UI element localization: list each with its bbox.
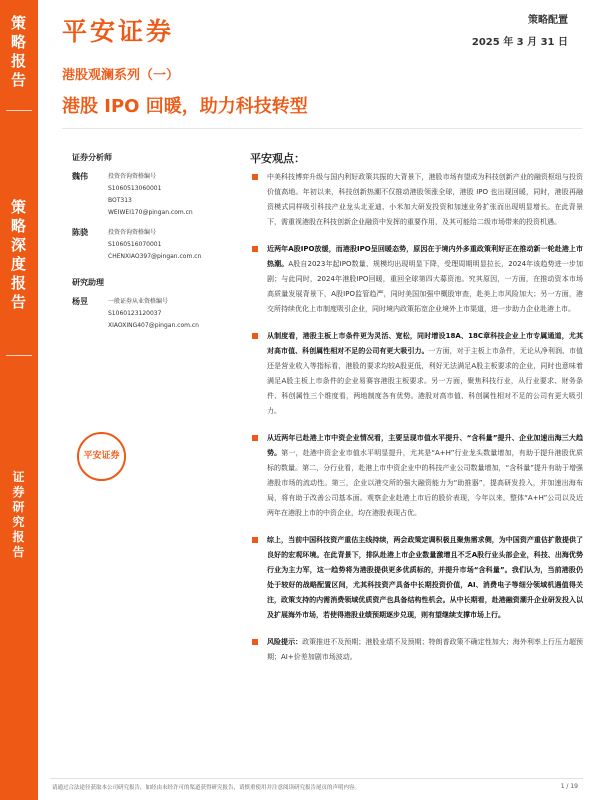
seal-text: 平安证券 — [83, 451, 120, 461]
sidebar-char: 告 — [10, 71, 27, 89]
analyst-entry — [72, 227, 230, 263]
bullet-square-icon — [252, 435, 258, 441]
view-paragraph — [250, 635, 583, 665]
sidebar-char: 研 — [12, 500, 26, 514]
analyst-heading: 证券分析师 — [72, 153, 112, 162]
series-title: 港股观澜系列（一） — [62, 68, 180, 83]
sidebar-char: 告 — [12, 545, 26, 559]
sidebar-char: 策 — [10, 14, 27, 32]
views-title: 平安观点： — [250, 152, 305, 165]
analyst-detail: S1060513060001 — [108, 185, 162, 192]
sidebar-band — [0, 0, 38, 800]
header-divider — [62, 128, 582, 129]
bullet-square-icon — [252, 174, 258, 180]
view-paragraph-body: 中美科技博弈升级与国内利好政策共振的大背景下，港股市场有望成为科技创新产业的融资枢纽与投资价值高地。年初以来，科技创新热潮不仅推动港股领涨全球，港股 IPO 也出现回暖，同时，港股再融资模式同样吸引科技产业龙头北亚迪、小米加大研发投资和加速业务扩张而出现明显增长。在此背景下，需重视港股在科技创新企业融资中发挥的重要作用，及其可能给二级市场带来的投资机遇。 — [267, 173, 583, 226]
view-paragraph — [250, 242, 583, 317]
view-paragraph-lead: 从近两年已赴港上市中资企业情况看，主要呈现市值水平提升、“含科量”提升、企业加速出海三大趋势。 — [267, 434, 583, 457]
analyst-detail: BOT313 — [108, 197, 132, 204]
analyst-entry — [72, 171, 230, 219]
view-paragraph — [250, 170, 583, 230]
sidebar-char: 略 — [10, 33, 27, 51]
sidebar-char: 报 — [10, 52, 27, 70]
page-number: 1 / 19 — [560, 783, 578, 790]
view-paragraph — [250, 533, 583, 623]
analyst-name: 魏伟 — [72, 172, 88, 181]
page-title: 港股 IPO 回暖，助力科技转型 — [62, 96, 308, 117]
sidebar-char: 告 — [10, 293, 27, 311]
analyst-panel — [72, 152, 230, 332]
view-paragraph-body: A股自2023年起IPO数量、规模均出现明显下降，受理周期明显拉长，2024年该趋势进一步加剧；与此同时，2024年港股IPO回暖，重回全球第四大募资池。究其原因，一方面，在推动资本市场高质量发展背景下，A股IPO监管趋严，同时美国加强中概股审查，赴美上市风险加大；另一方面，港交所持续优化上市制度吸引企业，同时境内政策拓宽企业境外上市渠道，进一步助力企业赴港上市。 — [267, 260, 583, 313]
analyst-detail: S1060123120037 — [108, 310, 162, 317]
sidebar-label-strategy-report — [0, 14, 38, 90]
analyst-detail[interactable]: XIAOXING407@pingan.com.cn — [108, 322, 199, 329]
bullet-square-icon — [252, 246, 258, 252]
view-paragraph-body: 政策推进不及预期；港股业绩不及预期；特朗普政策不确定性加大；海外利率上行压力超预期；AI+价差加剧市场波动。 — [267, 638, 584, 661]
bullet-square-icon — [252, 333, 258, 339]
view-paragraph-lead: 从制度看，港股主板上市条件更为灵活、宽松，同时增设18A、18C章科技企业上市专属通道，尤其对高市值、科创属性相对不足的公司有更大吸引力。 — [267, 332, 583, 355]
assistant-list — [72, 296, 230, 332]
analyst-detail: 投资咨询资格编号 — [108, 173, 157, 180]
view-paragraph-lead: 风险提示： — [267, 638, 303, 646]
sidebar-char: 度 — [10, 255, 27, 273]
bullet-square-icon — [252, 639, 258, 645]
sidebar-char: 券 — [12, 485, 26, 499]
view-paragraph — [250, 431, 583, 521]
sidebar-char: 略 — [10, 217, 27, 235]
assistant-heading: 研究助理 — [72, 278, 104, 287]
view-paragraph — [250, 329, 583, 419]
sidebar-label-deep-report — [0, 198, 38, 312]
sidebar-char: 策 — [10, 198, 27, 216]
footer-divider — [50, 778, 583, 779]
bullet-square-icon — [252, 537, 258, 543]
view-paragraph-lead: 综上，当前中国科技资产重估主线持续，两会政策定调积极且聚焦需求侧，为中国资产重估扩散提供了良好的宏观环境。在此背景下，排队赴港上市企业数量激增且不乏A股行业头部企业，科技、出海优势行业为主力军，这一趋势将为港股提供更多优质标的，并提升市场“含科量”。我们认为，当前港股仍处于较好的战略配置区间，尤其科技资产具备中长期投资价值，AI、消费电子等细分领域机遇值得关注，政策支持的内需消费领域优质资产也具备结构性机会。从中长期看，赴港融资潮升企业研发投入以及扩展海外市场，若使得港股业绩预期逐步兑现，则有望继续支撑市场上行。 — [267, 536, 583, 619]
sidebar-divider — [6, 355, 32, 356]
analyst-detail[interactable]: CHENXIAO397@pingan.com.cn — [108, 253, 202, 260]
key-views — [250, 150, 583, 677]
sidebar-char: 报 — [10, 274, 27, 292]
sidebar-char: 深 — [10, 236, 27, 254]
analyst-detail: 投资咨询资格编号 — [108, 229, 157, 236]
sidebar-char: 报 — [12, 530, 26, 544]
sidebar-char: 究 — [12, 515, 26, 529]
sidebar-char: 证 — [12, 470, 26, 484]
sidebar-label-research-report — [0, 470, 38, 560]
view-paragraph-lead: 近两年A股IPO放缓，而港股IPO呈回暖态势，原因在于境内外多重政策利好正在推动新一轮赴港上市热潮。 — [267, 245, 583, 268]
sidebar-divider — [6, 110, 32, 111]
analyst-entry — [72, 296, 230, 332]
analyst-detail: S1060516070001 — [108, 241, 162, 248]
report-type: 策略配置 — [528, 15, 568, 26]
analyst-detail[interactable]: WEIWEI170@pingan.com.cn — [108, 209, 193, 216]
company-seal — [77, 432, 126, 481]
view-paragraph-body: 第一，赴港中资企业市值水平明显提升，尤其是“A+H”行业龙头数量增加，有助于提升港股优质标的数量。第二，分行业看，赴港上市中资企业中的科技产业公司数量增加，“含科量”提升有助于增强港股市场的流动性。第三，企业以港交所的强大融资能力为“助推器”，提高研发投入，并加速出海布局，将有助于改善公司基本面。观察企业赴港上市后的股价表现，今年以来，整体“A+H”公司以及近两年在港股上市的中资企业，均在港股表现占优。 — [267, 449, 583, 517]
analyst-detail: 一般证券从业资格编号 — [108, 298, 169, 305]
company-logo: 平安证券 — [62, 17, 175, 46]
report-date: 2025 年 3 月 31 日 — [471, 37, 568, 48]
analyst-name: 杨昱 — [72, 297, 88, 306]
analyst-list — [72, 171, 230, 263]
footer-disclaimer: 请通过合法途径获取本公司研究报告，如经由未经许可的渠道获得研究报告，请慎重使用并注意阅读研究报告尾页的声明内容。 — [52, 785, 361, 791]
view-paragraph-body: 一方面，对于主板上市条件，无论从净利润、市值还是营业收入等指标看，港股的要求均较A股更低，利好无法满足A股主板要求的企业，同时也意味着满足A股主板上市条件的企业易赛容港股主板要求。另一方面，聚焦科技行业，从行业要求、财务条件、科创属性三个维度看，两地制度各有优势。港股对高市值、科创属性相对不足的公司有更大吸引力。 — [267, 347, 584, 415]
views-list — [250, 170, 583, 665]
analyst-name: 陈骁 — [72, 228, 88, 237]
